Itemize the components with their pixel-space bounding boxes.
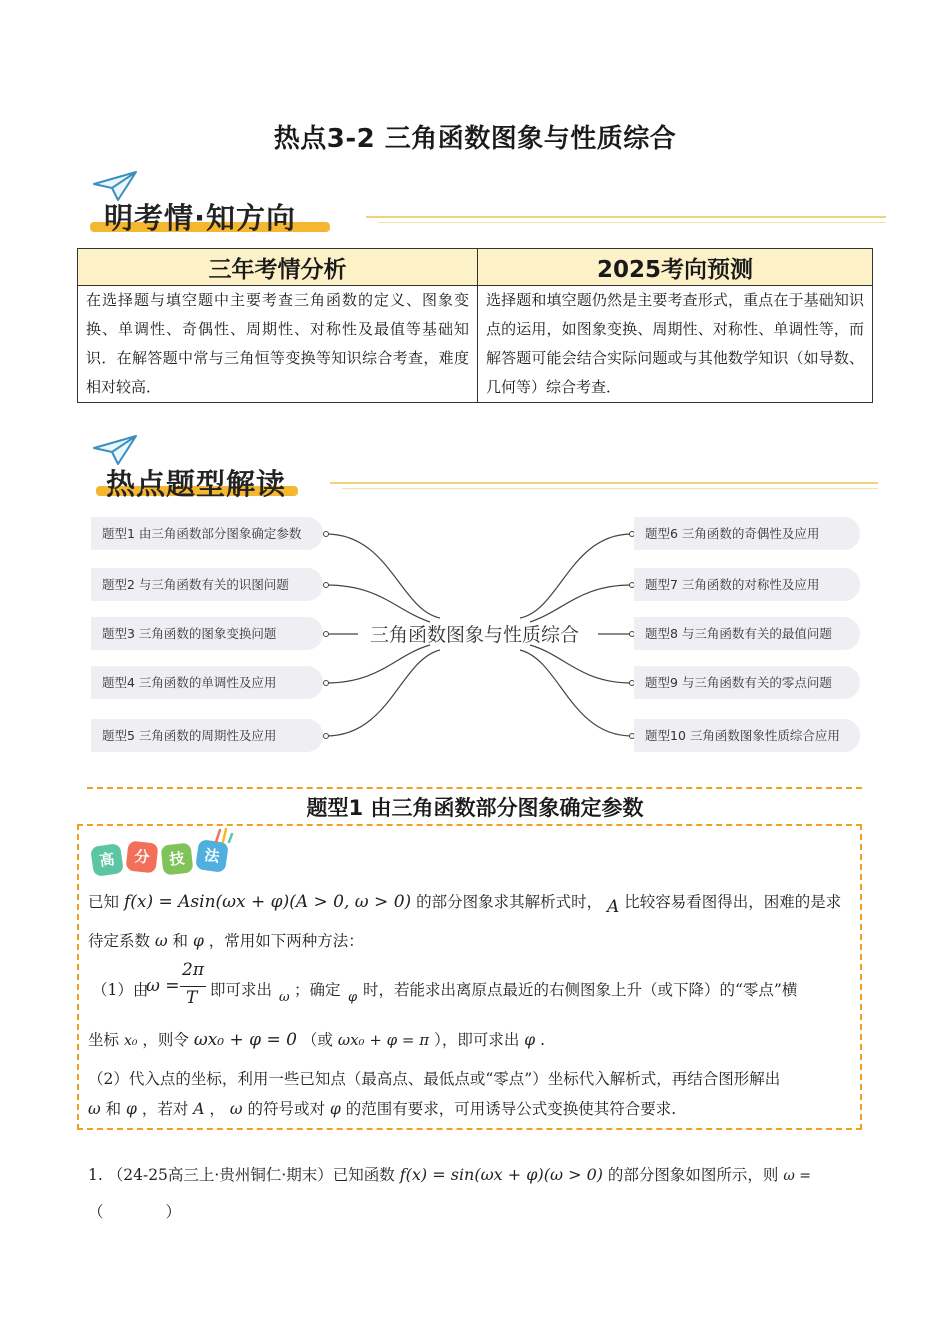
section2-rule-2 bbox=[342, 488, 878, 489]
var-phi: φ bbox=[126, 1100, 137, 1118]
mindmap-item-left-1: 题型1 由三角函数部分图象确定参数 bbox=[91, 517, 323, 550]
tip-line-4 bbox=[88, 1028, 545, 1050]
text: 即可求出 bbox=[210, 981, 273, 999]
text: （或 bbox=[301, 1031, 333, 1049]
mindmap-item-left-2: 题型2 与三角函数有关的识图问题 bbox=[91, 568, 323, 601]
text: ；确定 bbox=[294, 981, 341, 999]
topic1-title: 题型1 由三角函数部分图象确定参数 bbox=[306, 796, 644, 820]
mindmap-item-left-4: 题型4 三角函数的单调性及应用 bbox=[91, 666, 323, 699]
question-1-answer-blank[interactable]: （ ） bbox=[88, 1203, 182, 1221]
text: ， bbox=[209, 1100, 225, 1118]
question-ask: ω = bbox=[783, 1168, 811, 1184]
section2-header bbox=[88, 434, 888, 504]
var-omega: ω bbox=[229, 1100, 243, 1118]
text: 的符号或对 bbox=[247, 1100, 325, 1118]
formula-eq-pi: ωx₀ + φ = π bbox=[337, 1031, 430, 1049]
text: . bbox=[540, 1031, 545, 1049]
section1-rule-2 bbox=[378, 222, 886, 223]
var-x0: x₀ bbox=[123, 1033, 138, 1049]
badge-fa: 法 bbox=[195, 839, 229, 873]
tip-line-6 bbox=[88, 1097, 676, 1119]
badge-ji: 技 bbox=[161, 843, 194, 876]
mindmap-item-right-3: 题型8 与三角函数有关的最值问题 bbox=[634, 617, 860, 650]
formula-omega-eq: ω = bbox=[146, 976, 180, 996]
formula-f-sin: f(x) = sin(ωx + φ)(ω > 0) bbox=[399, 1165, 603, 1184]
mindmap-item-right-1: 题型6 三角函数的奇偶性及应用 bbox=[634, 517, 860, 550]
var-A: A bbox=[193, 1100, 205, 1118]
question-1 bbox=[88, 1163, 811, 1185]
mindmap-item-right-4: 题型9 与三角函数有关的零点问题 bbox=[634, 666, 860, 699]
topic1-top-rule bbox=[87, 787, 862, 789]
var-omega: ω bbox=[279, 990, 290, 1005]
formula-f-asin: f(x) = Asin(ωx + φ)(A > 0, ω > 0) bbox=[123, 892, 412, 912]
fraction-bar bbox=[180, 986, 206, 987]
badge-fen: 分 bbox=[126, 841, 159, 874]
badge-gao: 高 bbox=[90, 843, 124, 877]
question-source: （24-25高三上·贵州铜仁·期末）已知函数 bbox=[107, 1166, 395, 1184]
var-omega: ω bbox=[88, 1100, 101, 1118]
var-phi: φ bbox=[192, 932, 204, 950]
text: 时，若能求出离原点最近的右侧图象上升（或下降）的“零点”横 bbox=[363, 981, 798, 999]
tip-line-5: （2）代入点的坐标，利用一些已知点（最高点、最低点或“零点”）坐标代入解析式，再结合图形解出 bbox=[88, 1070, 781, 1088]
tip-line-2 bbox=[88, 929, 364, 951]
text: 的范围有要求，可用诱导公式变换使其符合要求. bbox=[345, 1100, 677, 1118]
var-phi: φ bbox=[348, 990, 358, 1005]
text: 已知 bbox=[88, 893, 120, 911]
section1-rule bbox=[366, 216, 886, 218]
mindmap-item-left-5: 题型5 三角函数的周期性及应用 bbox=[91, 719, 323, 752]
section1-header bbox=[88, 170, 888, 240]
var-omega: ω bbox=[154, 932, 168, 950]
tip-line-1 bbox=[88, 890, 842, 917]
mindmap-item-right-2: 题型7 三角函数的对称性及应用 bbox=[634, 568, 860, 601]
question-number: 1. bbox=[88, 1166, 103, 1184]
var-A: A bbox=[607, 897, 620, 917]
table-cell-analysis: 在选择题与填空题中主要考查三角函数的定义、图象变换、单调性、奇偶性、周期性、对称性及最值等基础知识．在解答题中常与三角恒等变换等知识综合考查，难度相对较高． bbox=[78, 286, 478, 403]
section1-heading: 明考情·知方向 bbox=[104, 201, 297, 235]
section2-rule bbox=[330, 482, 878, 484]
text: 和 bbox=[172, 932, 189, 950]
fraction-numerator: 2π bbox=[182, 960, 204, 980]
table-header-forecast: 2025考向预测 bbox=[478, 249, 873, 286]
fraction-denominator: T bbox=[186, 988, 198, 1008]
text: 和 bbox=[105, 1100, 122, 1118]
var-phi: φ bbox=[329, 1100, 341, 1118]
question-text: 的部分图象如图所示，则 bbox=[607, 1166, 779, 1184]
text: 比较容易看图得出，困难的是求 bbox=[624, 893, 842, 911]
mindmap-item-right-5: 题型10 三角函数图象性质综合应用 bbox=[634, 719, 860, 752]
formula-eq-zero: ωx₀ + φ = 0 bbox=[193, 1030, 297, 1050]
text: 坐标 bbox=[88, 1031, 120, 1049]
text: 待定系数 bbox=[88, 932, 151, 950]
text: ），即可求出 bbox=[434, 1031, 520, 1049]
mindmap-center: 三角函数图象与性质综合 bbox=[370, 624, 580, 646]
var-phi: φ bbox=[524, 1031, 536, 1049]
mindmap-item-left-3: 题型3 三角函数的图象变换问题 bbox=[91, 617, 323, 650]
text: （1）由 bbox=[92, 981, 149, 999]
page-title: 热点3-2 三角函数图象与性质综合 bbox=[273, 124, 677, 154]
section2-heading: 热点题型解读 bbox=[106, 467, 287, 501]
text: 的部分图象求其解析式时， bbox=[416, 893, 603, 911]
text: ，常用如下两种方法： bbox=[208, 932, 364, 950]
info-table bbox=[77, 248, 873, 403]
table-header-analysis: 三年考情分析 bbox=[78, 249, 478, 286]
table-cell-forecast: 选择题和填空题仍然是主要考查形式，重点在于基础知识点的运用，如图象变换、周期性、对称性、单调性等，而解答题可能会结合实际问题或与其他数学知识（如导数、几何等）综合考查． bbox=[478, 286, 873, 403]
sparkle-icon bbox=[212, 826, 234, 844]
info-table-wrap bbox=[77, 248, 873, 403]
text: ，则令 bbox=[142, 1031, 189, 1049]
text: ，若对 bbox=[141, 1100, 189, 1118]
